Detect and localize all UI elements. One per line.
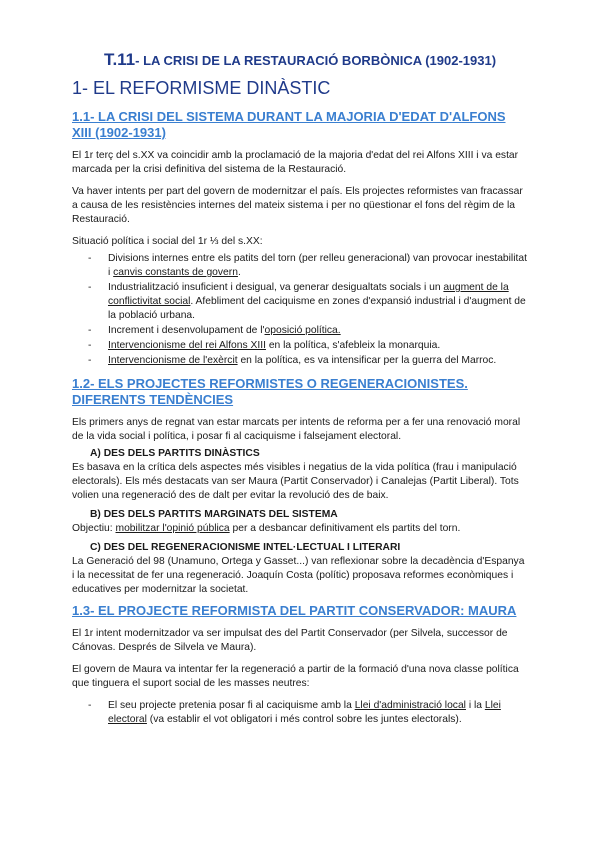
text: Industrialització insuficient i desigual, va generar desigualtats socials i un: [108, 282, 444, 293]
underlined-text: Llei electoral: [108, 700, 501, 725]
paragraph: Va haver intents per part del govern de modernitzar el país. Els projectes reformistes van fracassar a causa de les resistències internes del mateix sistema i per no qüestionar el fons del règim de la Restauració.: [72, 186, 523, 225]
text: en la política, es va intensificar per la guerra del Marroc.: [237, 355, 497, 366]
text: (va establir el vot obligatori i més control sobre les juntes electorals).: [146, 714, 462, 725]
list-item: [108, 339, 528, 353]
bullet-list: [72, 252, 528, 368]
paragraph: La Generació del 98 (Unamuno, Ortega y Gasset...) van reflexionar sobre la decadència d'Espanya i la necessitat de fer una regeneració. Joaquín Costa (polític) proposava reformes econòmiques i educatives per modernitzar la societat.: [72, 556, 525, 595]
text: per a desbancar definitivament els partits del torn.: [229, 523, 461, 534]
subsection-heading-1-1: 1.1- LA CRISI DEL SISTEMA DURANT LA MAJORIA D'EDAT D'ALFONS XIII (1902-1931): [72, 109, 506, 140]
text: Increment i desenvolupament de l': [108, 325, 265, 336]
text: en la política, s'afebleix la monarquia.: [265, 340, 441, 351]
text: El seu projecte pretenia posar fi al caciquisme amb la: [108, 700, 355, 711]
list-item: [108, 252, 528, 280]
subsection-heading-1-3: 1.3- EL PROJECTE REFORMISTA DEL PARTIT CONSERVADOR: MAURA: [72, 603, 517, 618]
subheading-c: C) DES DEL REGENERACIONISME INTEL·LECTUAL I LITERARI: [90, 542, 401, 553]
list-item: [108, 281, 528, 323]
paragraph: El 1r terç del s.XX va coincidir amb la proclamació de la majoria d'edat del rei Alfons XIII i va estar marcada per la crisi definitiva del sistema de la Restauració.: [72, 150, 519, 175]
underlined-text: mobilitzar l'opinió pública: [115, 523, 230, 534]
subheading-b: B) DES DELS PARTITS MARGINATS DEL SISTEMA: [90, 509, 338, 520]
underlined-text: augment de la conflictivitat social: [108, 282, 509, 307]
text: i la: [465, 700, 485, 711]
topic-number: T.11: [103, 50, 136, 69]
paragraph: El govern de Maura va intentar fer la regeneració a partir de la formació d'una nova classe política que tinguera el suport social de les masses neutres:: [72, 664, 519, 689]
document-title: [72, 50, 528, 70]
underlined-text: oposició política.: [264, 325, 341, 336]
paragraph: El 1r intent modernitzador va ser impulsat des del Partit Conservador (per Silvela, successor de Cánovas. Després de Silvela ve Maura).: [72, 628, 508, 653]
bullet-list: [72, 699, 528, 727]
topic-title: - LA CRISI DE LA RESTAURACIÓ BORBÒNICA (1902-1931): [135, 53, 497, 68]
subheading-a: A) DES DELS PARTITS DINÀSTICS: [90, 448, 260, 459]
subsection-heading-1-2: 1.2- ELS PROJECTES REFORMISTES O REGENERACIONISTES. DIFERENTS TENDÈNCIES: [72, 376, 468, 407]
paragraph: Es basava en la crítica dels aspectes més visibles i negatius de la vida política (frau i manipulació electorals). Els més destacats van ser Maura (Partit Conservador) i Canalejas (Partit Liberal). Tots volien una regeneració des de dalt per evitar la revolució des de baix.: [72, 462, 519, 501]
paragraph: Situació política i social del 1r ⅓ del s.XX:: [72, 236, 263, 247]
text: Objectiu:: [72, 523, 116, 534]
list-item: [108, 324, 528, 338]
list-item: [108, 699, 528, 727]
section-heading: 1- EL REFORMISME DINÀSTIC: [72, 78, 331, 98]
underlined-text: canvis constants de govern: [113, 267, 238, 278]
text: .: [237, 267, 241, 278]
list-item: [108, 354, 528, 368]
underlined-text: Llei d'administració local: [354, 700, 466, 711]
underlined-text: Intervencionisme del rei Alfons XIII: [108, 340, 266, 351]
underlined-text: Intervencionisme de l'exèrcit: [108, 355, 238, 366]
text: Divisions internes entre els patits del torn (per relleu generacional) van provocar inestabilitat i: [108, 253, 527, 278]
paragraph: Els primers anys de regnat van estar marcats per intents de reforma per a fer una renovació moral de la vida social i política, i posar fi al caciquisme i falsejament electoral.: [72, 417, 521, 442]
text: . Afebliment del caciquisme en zones d'expansió industrial i d'augment de la població urbana.: [108, 296, 526, 321]
paragraph: [72, 522, 528, 536]
